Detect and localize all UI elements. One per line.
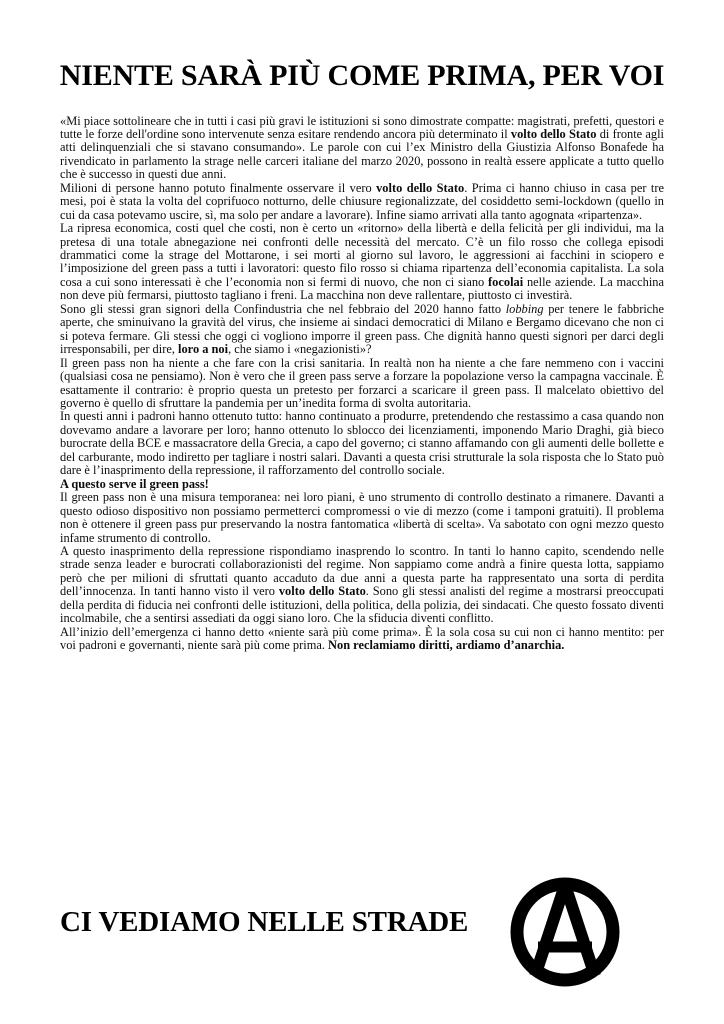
body-text: [60, 115, 664, 653]
paragraph: [60, 303, 664, 357]
text-segment: «Mi piace sottolineare che in tutti i casi più gravi le istituzioni si sono dimostrate compatte: magistrati, prefetti, questori e tutte le forze dell'ordine sono intervenute senza esitare rendendo ancora più determinato il: [60, 113, 664, 141]
paragraph: [60, 491, 664, 545]
text-segment: Milioni di persone hanno potuto finalmente osservare il vero: [60, 180, 377, 195]
paragraph: [60, 182, 664, 222]
paragraph: [60, 410, 664, 477]
text-segment: , che siamo i «negazionisti»?: [228, 342, 372, 357]
text-segment: loro a noi: [178, 342, 229, 357]
paragraph: [60, 357, 664, 411]
text-segment: Il green pass non ha niente a che fare con la crisi sanitaria. In realtà non ha niente a che fare nemmeno con i vaccini (qualsiasi cosa ne pensiamo). Non è vero che il green pass serve a forzare la popolazione verso la campagna vaccinale. È esattamente il contrario: è proprio questa un pretesto per forzarci a scaricare il green pass. Il malcelato obiettivo del governo è quello di sfruttare la pandemia per un’inedita forma di svolta autoritaria.: [60, 355, 664, 411]
text-segment: Sono gli stessi gran signori della Confindustria che nel febbraio del 2020 hanno fatto: [60, 301, 506, 316]
text-segment: Non reclamiamo diritti, ardiamo d’anarchia.: [328, 638, 565, 653]
text-segment: lobbing: [505, 301, 544, 316]
text-segment: All’inizio dell’emergenza ci hanno detto «niente sarà più come prima». È la sola cosa su cui non ci hanno mentito: per voi padroni e governanti, niente sarà più come prima.: [60, 624, 664, 653]
page-title: NIENTE SARÀ PIÙ COME PRIMA, PER VOI: [59, 59, 665, 92]
paragraph: [60, 115, 664, 182]
text-segment: nelle aziende. La macchina non deve più fermarsi, piuttosto tagliano i freni. La macchina non deve rallentare, piuttosto ci investirà.: [60, 274, 665, 303]
text-segment: La ripresa economica, costi quel che costi, non è certo un «ritorno» della libertà e della felicità per gli individui, ma la pretesa di una totale abnegazione nei confronti delle necessità del mercato. C’è un filo rosso che collega episodi drammatici come la strage del Mottarone, i sei morti al giorno sul lavoro, le aggressioni ai facchini in sciopero e l’imposizione del green pass a tutti i lavoratori: questo filo rosso si chiama ripartenza dell’economia capitalista. La sola cosa a cui sono interessati è che l’economia non si fermi di nuovo, che non ci siano: [60, 221, 664, 289]
footer-slogan: CI VEDIAMO NELLE STRADE: [60, 906, 469, 938]
anarchy-circle-a-icon: [510, 877, 620, 987]
text-segment: di fronte agli atti delinquenziali che si stavano consumando». Le parole con cui l’ex Ministro della Giustizia Alfonso Bonafede ha rivendicato in parlamento la strage nelle carceri italiane del marzo 2020, possono in realtà essere applicate a tutto quello che è successo in questi due anni.: [60, 126, 664, 182]
text-segment: volto dello Stato: [510, 126, 597, 141]
text-segment: In questi anni i padroni hanno ottenuto tutto: hanno continuato a produrre, pretendendo che restassimo a casa quando non dovevamo andare a lavorare per loro; hanno ottenuto lo sblocco dei licenziamenti, imponendo Mario Draghi, già bieco burocrate della BCE e massacratore della Grecia, a capo del governo; ci stanno affamando con gli aumenti delle bollette e del carburante, modo indiretto per tagliare i nostri salari. Davanti a questa crisi strutturale la sola risposta che lo Stato può dare è l’inasprimento della repressione, il rafforzamento del controllo sociale.: [60, 409, 664, 478]
text-segment: . Prima ci hanno chiuso in casa per tre mesi, poi è stata la volta del coprifuoco notturno, delle chiusure regionalizzate, del cosiddetto semi-lockdown (quello in cui da casa potevamo uscire, sì, ma solo per andare a lavorare). Infine siamo arrivati alla tanto agognata «ripartenza».: [60, 180, 665, 222]
paragraph: [60, 626, 664, 653]
text-segment: per tenere le fabbriche aperte, che sminuivano la gravità del virus, che insieme ai sindaci democratici di Milano e Bergamo dicevano che non ci si poteva fermare. Gli stessi che oggi ci vogliono imporre il green pass. Che dignità hanno questi signori per darci degli irresponsabili, per dire,: [60, 301, 664, 357]
paragraph: [60, 478, 664, 491]
text-segment: Il green pass non è una misura temporanea: nei loro piani, è uno strumento di controllo destinato a rimanere. Davanti a questo odioso dispositivo non possiamo permetterci compromessi o vie di mezzo (come i tamponi gratuiti). Il problema non è ottenere il green pass pur preservando la nostra fantomatica «libertà di scelta». Va sabotato con ogni mezzo questo infame strumento di controllo.: [60, 490, 664, 545]
text-segment: . Sono gli stessi analisti del regime a mostrarsi preoccupati della perdita di fiducia nei confronti delle istituzioni, della politica, della polizia, dei sindacati. Che questo fossato diventi incolmabile, che a sentirsi assediati da oggi siano loro. Che la sfiducia diventi conflitto.: [60, 584, 664, 626]
text-segment: A questo inasprimento della repressione rispondiamo inasprendo lo scontro. In tanti lo hanno capito, scendendo nelle strade senza leader e burocrati collaborazionisti del regime. Non sappiamo come andrà a finire questa lotta, sappiamo però che per milioni di sfruttati quanto accaduto da due anni a questa parte ha rappresentato una sorta di perdita dell’innocenza. In tanti hanno visto il vero: [60, 544, 664, 599]
text-segment: volto dello Stato: [278, 584, 366, 599]
paragraph: [60, 545, 664, 626]
text-segment: A questo serve il green pass!: [60, 476, 209, 491]
paragraph: [60, 222, 664, 303]
text-segment: focolai: [488, 274, 524, 289]
text-segment: volto dello Stato: [376, 180, 465, 195]
